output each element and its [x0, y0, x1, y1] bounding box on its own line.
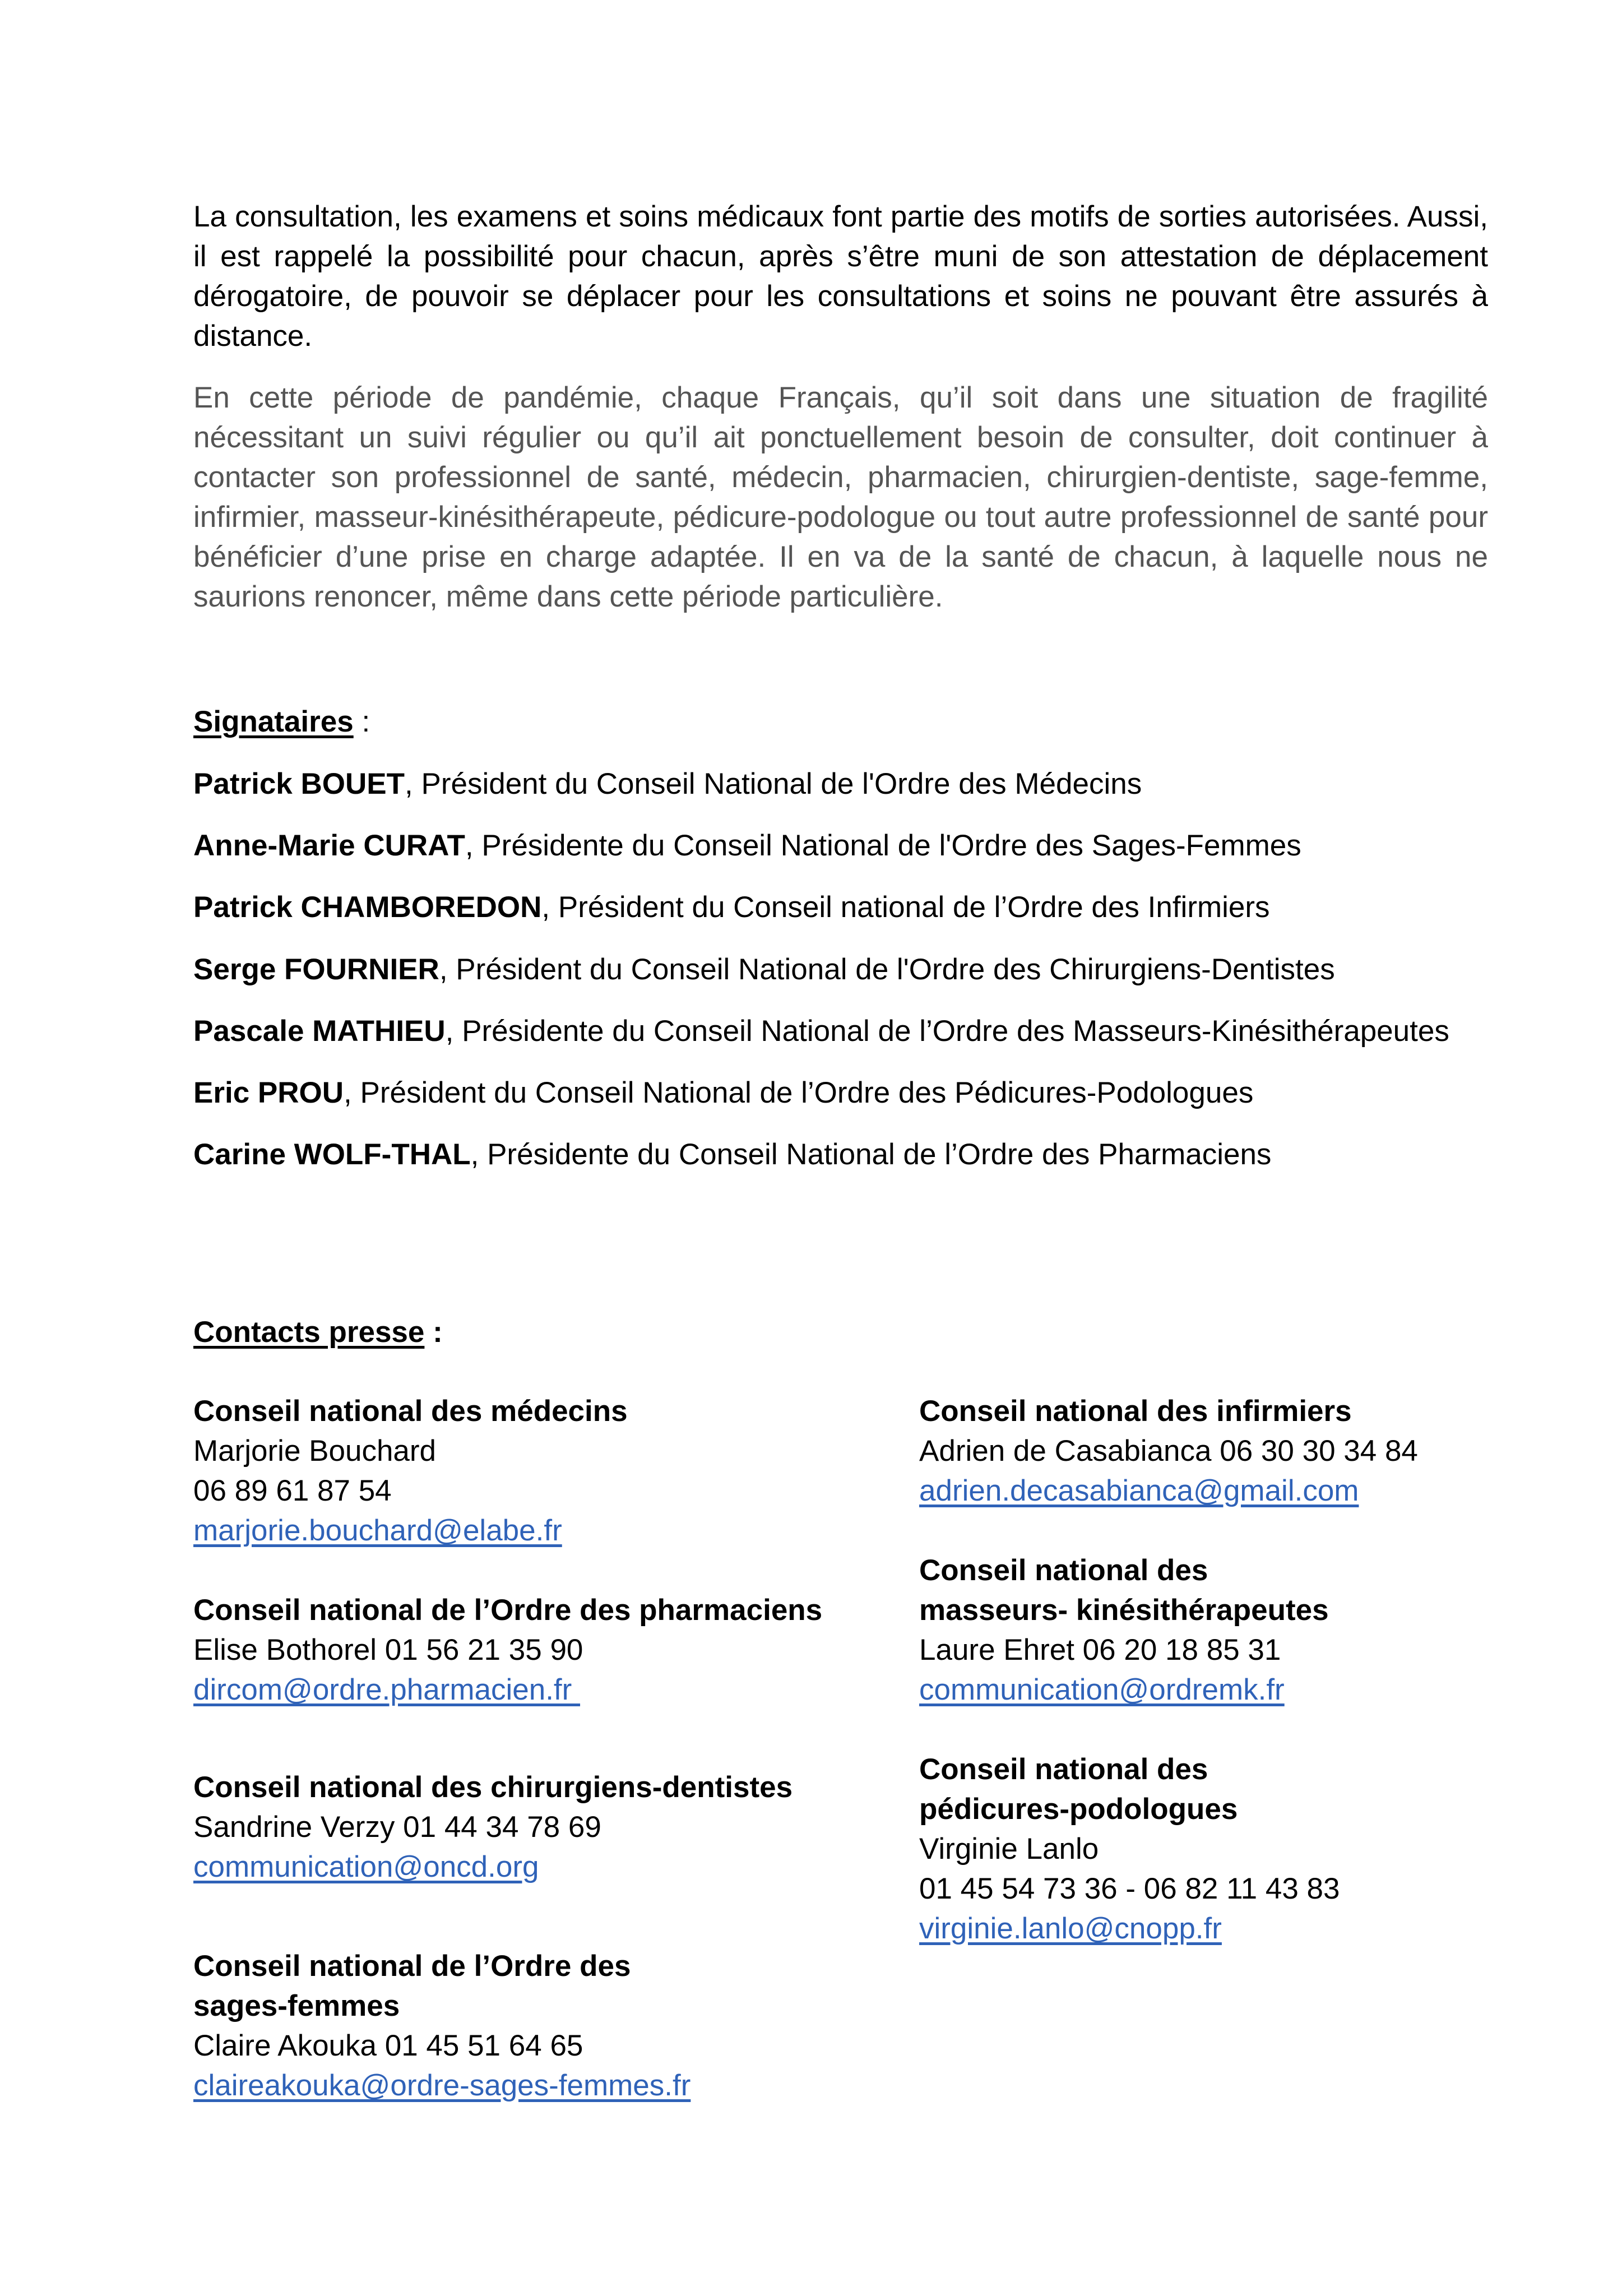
signatory-2 — [193, 826, 1301, 865]
contact-name: Marjorie Bouchard — [193, 1434, 437, 1468]
contact-chirurgiens-dentistes — [193, 1767, 855, 1887]
contact-org-line-2: pédicures-podologues — [919, 1793, 1238, 1826]
contact-name-phone: Sandrine Verzy 01 44 34 78 69 — [193, 1811, 601, 1844]
signatory-7 — [193, 1135, 1271, 1174]
contact-masseurs-kinesitherapeutes — [919, 1550, 1581, 1710]
contact-email-link[interactable]: marjorie.bouchard@elabe.fr — [193, 1514, 562, 1547]
signatory-name: Serge FOURNIER — [193, 953, 439, 986]
signatory-name: Anne-Marie CURAT — [193, 829, 465, 862]
signatory-6 — [193, 1073, 1253, 1113]
signatory-3 — [193, 887, 1270, 927]
contact-org: Conseil national des médecins — [193, 1395, 628, 1428]
contact-email-link[interactable]: virginie.lanlo@cnopp.fr — [919, 1912, 1222, 1945]
signatory-title: , Présidente du Conseil National de l’Ordre des Pharmaciens — [470, 1138, 1272, 1171]
contact-phone: 01 45 54 73 36 - 06 82 11 43 83 — [919, 1872, 1340, 1905]
contact-name: Virginie Lanlo — [919, 1832, 1099, 1866]
signatory-name: Eric PROU — [193, 1076, 344, 1109]
signatory-title: , Présidente du Conseil National de l’Ordre des Masseurs-Kinésithérapeutes — [445, 1015, 1449, 1048]
contact-name-phone: Adrien de Casabianca 06 30 30 34 84 — [919, 1434, 1418, 1468]
contact-pharmaciens — [193, 1590, 855, 1710]
contact-sages-femmes — [193, 1946, 855, 2105]
signatory-5 — [193, 1011, 1449, 1051]
contact-email-link[interactable]: claireakouka@ordre-sages-femmes.fr — [193, 2069, 691, 2102]
signatory-title: , Président du Conseil National de l'Ordre des Médecins — [405, 767, 1142, 800]
contact-email-link[interactable]: dircom@ordre.pharmacien.fr — [193, 1673, 581, 1706]
press-contacts-heading — [193, 1312, 443, 1352]
contact-org: Conseil national de l’Ordre des — [193, 1950, 631, 1983]
contact-email-link[interactable]: communication@oncd.org — [193, 1850, 539, 1883]
signatory-title: , Présidente du Conseil National de l'Ordre des Sages-Femmes — [465, 829, 1301, 862]
signatory-title: , Président du Conseil National de l’Ordre des Pédicures-Podologues — [344, 1076, 1254, 1109]
contact-org: Conseil national des — [919, 1554, 1208, 1587]
contact-phone: 06 89 61 87 54 — [193, 1474, 392, 1507]
signatory-name: Patrick CHAMBOREDON — [193, 891, 542, 924]
contact-org: Conseil national des chirurgiens-dentistes — [193, 1771, 793, 1804]
signatory-name: Patrick BOUET — [193, 767, 405, 800]
contact-org: Conseil national des infirmiers — [919, 1395, 1352, 1428]
signatories-heading-text: Signataires — [193, 705, 354, 738]
contact-name-phone: Laure Ehret 06 20 18 85 31 — [919, 1633, 1281, 1667]
signatories-heading-colon: : — [353, 705, 370, 738]
intro-paragraph-2: En cette période de pandémie, chaque Français, qu’il soit dans une situation de fragilité nécessitant un suivi régulier ou qu’il ait ponctuellement besoin de consulter, doit continuer à contacter son professionnel de santé, médecin, pharmacien, chirurgien-dentiste, sage-femme, infirmier, masseur-kinésithérapeute, pédicure-podologue ou tout autre professionnel de santé pour bénéficier d’une prise en charge adaptée. Il en va de la santé de chacun, à laquelle nous ne saurions renoncer, même dans cette période particulière. — [193, 381, 1488, 613]
press-contacts-heading-colon: : — [424, 1316, 443, 1349]
contact-name-phone: Elise Bothorel 01 56 21 35 90 — [193, 1633, 583, 1667]
intro-paragraph-1: La consultation, les examens et soins médicaux font partie des motifs de sorties autorisées. Aussi, il est rappelé la possibilité pour chacun, après s’être muni de son attestation de déplacement dérogatoire, de pouvoir se déplacer pour les consultations et soins ne pouvant être assurés à distance. — [193, 200, 1488, 353]
signatory-name: Pascale MATHIEU — [193, 1015, 446, 1048]
contact-email-link[interactable]: adrien.decasabianca@gmail.com — [919, 1474, 1359, 1507]
signatories-heading — [193, 702, 370, 742]
signatory-name: Carine WOLF-THAL — [193, 1138, 471, 1171]
contact-org: Conseil national de l’Ordre des pharmaciens — [193, 1594, 823, 1627]
press-contacts-heading-text: Contacts presse — [193, 1316, 425, 1349]
contact-pedicures-podologues — [919, 1749, 1581, 1948]
contact-name-phone: Claire Akouka 01 45 51 64 65 — [193, 2029, 583, 2062]
contact-infirmiers — [919, 1391, 1581, 1511]
contact-org: Conseil national des — [919, 1753, 1208, 1786]
signatory-title: , Président du Conseil national de l’Ordre des Infirmiers — [541, 891, 1270, 924]
signatory-title: , Président du Conseil National de l'Ordre des Chirurgiens-Dentistes — [439, 953, 1335, 986]
contact-org-line-2: masseurs- kinésithérapeutes — [919, 1594, 1329, 1627]
contact-org-line-2: sages-femmes — [193, 1989, 400, 2022]
signatory-1 — [193, 764, 1142, 804]
contact-medecins — [193, 1391, 855, 1550]
contact-email-link[interactable]: communication@ordremk.fr — [919, 1673, 1285, 1706]
signatory-4 — [193, 950, 1335, 989]
